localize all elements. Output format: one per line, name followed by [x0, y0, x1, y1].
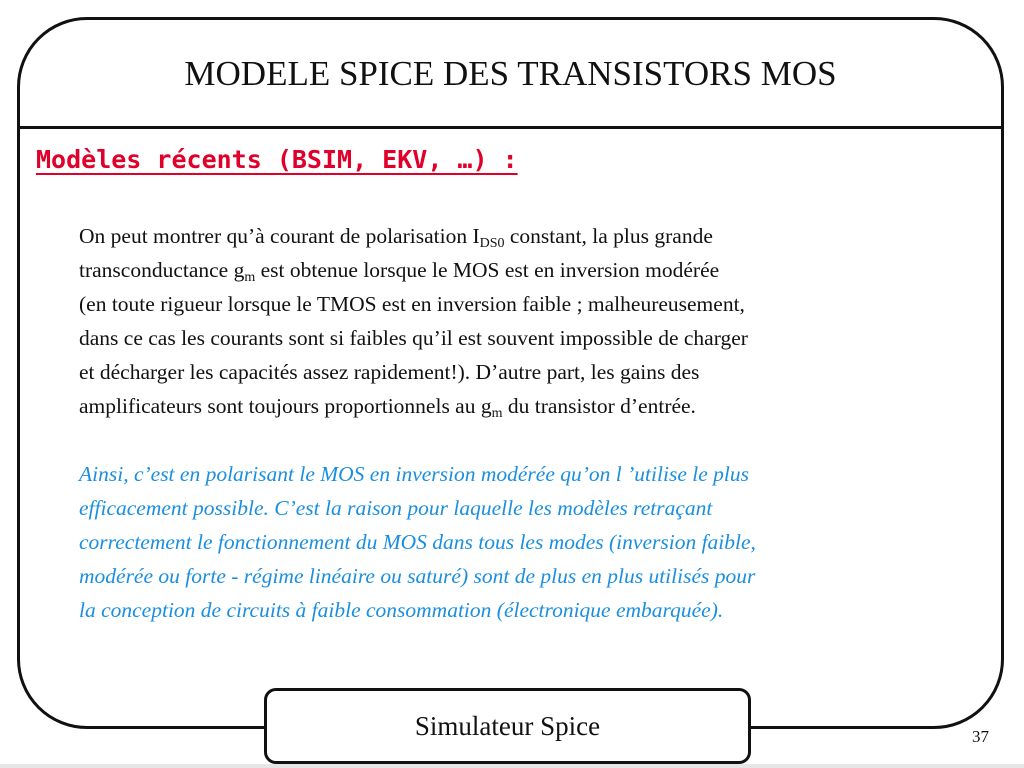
text-run: transconductance g	[79, 258, 245, 282]
text-run: amplificateurs sont toujours proportionnels au g	[79, 394, 492, 418]
paragraph-line: (en toute rigueur lorsque le TMOS est en inversion faible ; malheureusement,	[79, 292, 745, 316]
subscript: m	[244, 270, 256, 285]
body-paragraph-1	[79, 219, 984, 423]
slide-title: MODELE SPICE DES TRANSISTORS MOS	[184, 54, 837, 93]
paragraph-line: efficacement possible. C’est la raison pour laquelle les modèles retraçant	[79, 496, 713, 520]
text-run: du transistor d’entrée.	[502, 394, 696, 418]
body-paragraph-2	[79, 457, 984, 627]
paragraph-line: modérée ou forte - régime linéaire ou saturé) sont de plus en plus utilisés pour	[79, 564, 756, 588]
paragraph-line: la conception de circuits à faible consommation (électronique embarquée).	[79, 598, 724, 622]
text-run: constant, la plus grande	[504, 224, 713, 248]
subscript: m	[491, 406, 503, 421]
footer-label: Simulateur Spice	[414, 710, 601, 741]
paragraph-line: et décharger les capacités assez rapidement!). D’autre part, les gains des	[79, 360, 700, 384]
paragraph-line	[79, 253, 984, 287]
subscript: DS0	[479, 236, 505, 251]
footer-box	[264, 688, 751, 764]
bottom-strip	[0, 764, 1024, 768]
paragraph-line: dans ce cas les courants sont si faibles qu’il est souvent impossible de charger	[79, 326, 748, 350]
paragraph-line	[79, 219, 984, 253]
paragraph-line: Ainsi, c’est en polarisant le MOS en inversion modérée qu’on l ’utilise le plus	[79, 462, 749, 486]
text-run: est obtenue lorsque le MOS est en inversion modérée	[255, 258, 720, 282]
paragraph-line: correctement le fonctionnement du MOS dans tous les modes (inversion faible,	[79, 530, 756, 554]
page-number: 37	[972, 727, 989, 746]
section-heading: Modèles récents (BSIM, EKV, …) :	[36, 145, 518, 174]
title-divider	[17, 126, 1004, 129]
text-run: On peut montrer qu’à courant de polarisation I	[79, 224, 480, 248]
paragraph-line	[79, 389, 984, 423]
